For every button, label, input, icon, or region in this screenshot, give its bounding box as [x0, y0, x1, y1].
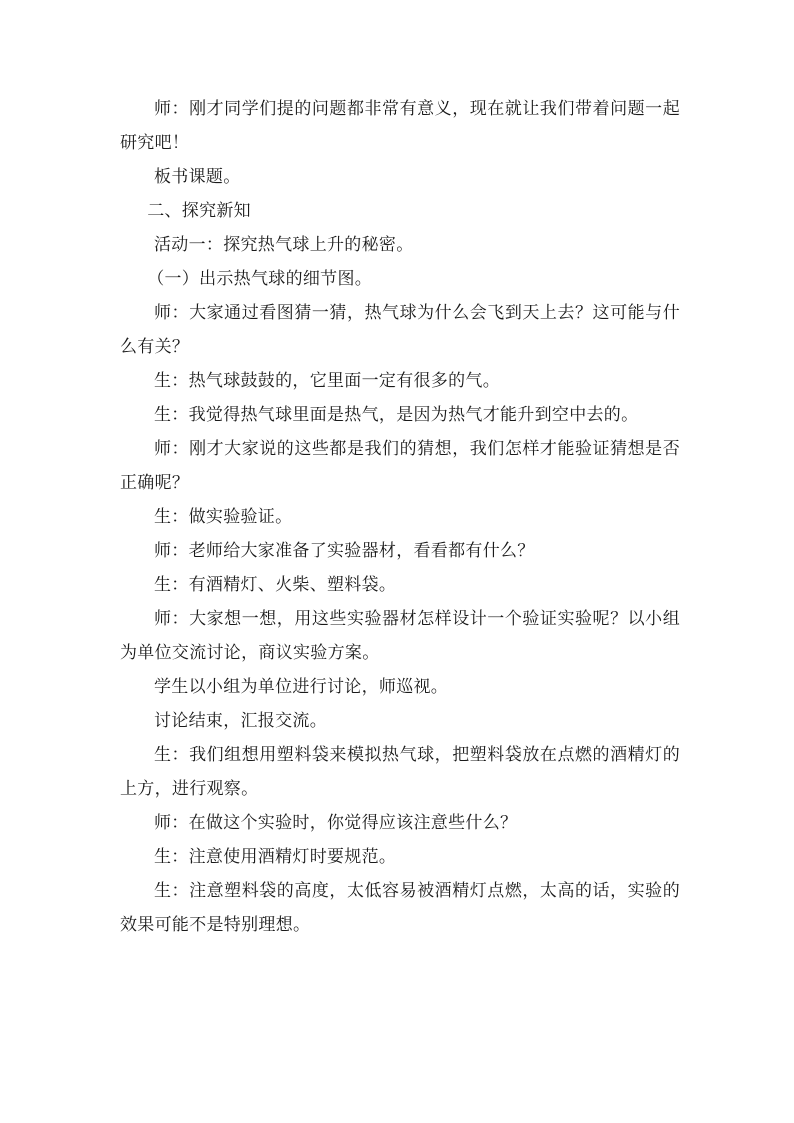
paragraph-dialogue: 生：热气球鼓鼓的，它里面一定有很多的气。	[154, 371, 500, 391]
paragraph-dialogue: 师：老师给大家准备了实验器材，看看都有什么？	[154, 541, 535, 561]
paragraph-narration: 讨论结束，汇报交流。	[154, 711, 327, 731]
section-heading: 二、探究新知	[147, 201, 251, 221]
paragraph-board-title: 板书课题。	[154, 167, 241, 187]
paragraph-dialogue: 生：注意塑料袋的高度，太低容易被酒精灯点燃，太高的话，实验的效果可能不是特别理想。	[120, 881, 680, 935]
paragraph-dialogue: 生：我觉得热气球里面是热气，是因为热气才能升到空中去的。	[154, 405, 639, 425]
paragraph-dialogue: 师：在做这个实验时，你觉得应该注意些什么？	[154, 813, 518, 833]
paragraph-dialogue: 师：大家想一想，用这些实验器材怎样设计一个验证实验呢？以小组为单位交流讨论，商议实验方案。	[120, 609, 680, 663]
paragraph-teacher-intro: 师：刚才同学们提的问题都非常有意义，现在就让我们带着问题一起研究吧！	[120, 99, 680, 153]
paragraph-dialogue: 生：有酒精灯、火柴、塑料袋。	[154, 575, 397, 595]
paragraph-dialogue: 生：做实验验证。	[154, 507, 293, 527]
paragraph-dialogue: 师：刚才大家说的这些都是我们的猜想，我们怎样才能验证猜想是否正确呢？	[120, 439, 680, 493]
paragraph-dialogue: 生：注意使用酒精灯时要规范。	[154, 847, 397, 867]
activity-heading: 活动一：探究热气球上升的秘密。	[154, 235, 414, 255]
paragraph-dialogue: 生：我们组想用塑料袋来模拟热气球，把塑料袋放在点燃的酒精灯的上方，进行观察。	[120, 745, 680, 799]
document-body	[120, 92, 680, 942]
paragraph-narration: 学生以小组为单位进行讨论，师巡视。	[154, 677, 449, 697]
sub-heading: （一）出示热气球的细节图。	[147, 269, 373, 289]
paragraph-dialogue: 师：大家通过看图猜一猜，热气球为什么会飞到天上去？这可能与什么有关？	[120, 303, 680, 357]
